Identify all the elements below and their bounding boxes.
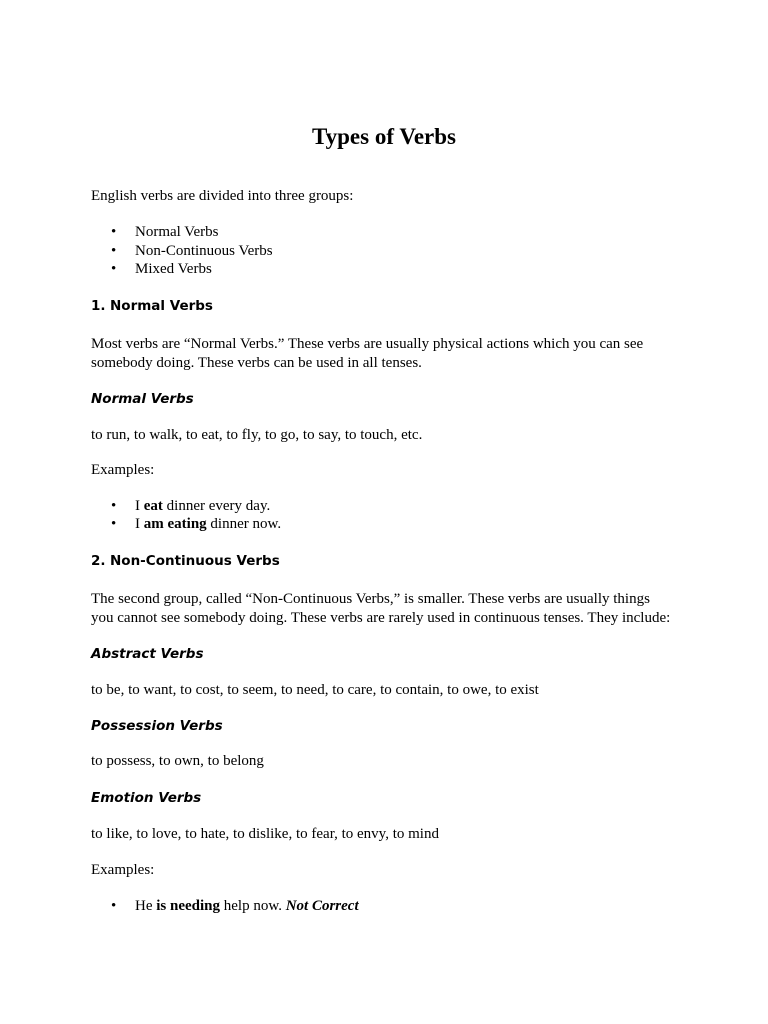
paragraph-line: you cannot see somebody doing. These verbs are rarely used in continuous tenses. They include: bbox=[91, 610, 671, 626]
bullet-icon: • bbox=[111, 898, 117, 914]
bullet-icon: • bbox=[111, 261, 117, 277]
page-title: Types of Verbs bbox=[312, 124, 456, 149]
example-verb: is needing bbox=[156, 898, 221, 914]
example-item bbox=[111, 497, 270, 516]
list-item bbox=[111, 260, 212, 279]
example-suffix: dinner now. bbox=[206, 516, 282, 532]
bullet-icon: • bbox=[111, 224, 117, 240]
bullet-icon: • bbox=[111, 516, 117, 532]
verb-list: to run, to walk, to eat, to fly, to go, to say, to touch, etc. bbox=[91, 427, 423, 443]
verb-list: to possess, to own, to belong bbox=[91, 753, 264, 769]
paragraph-line: somebody doing. These verbs can be used in all tenses. bbox=[91, 355, 422, 371]
section-heading-non-continuous-verbs bbox=[91, 552, 280, 571]
bullet-icon: • bbox=[111, 243, 117, 259]
example-verb: am eating bbox=[143, 516, 207, 532]
example-suffix: help now. bbox=[220, 898, 286, 914]
intro-paragraph: English verbs are divided into three groups: bbox=[91, 188, 354, 204]
bullet-icon: • bbox=[111, 498, 117, 514]
examples-label: Examples: bbox=[91, 862, 155, 878]
group-label: Mixed Verbs bbox=[135, 261, 212, 277]
example-prefix: He bbox=[135, 898, 157, 914]
example-prefix: I bbox=[135, 516, 144, 532]
group-label: Non-Continuous Verbs bbox=[135, 243, 273, 259]
verb-list: to like, to love, to hate, to dislike, to fear, to envy, to mind bbox=[91, 826, 439, 842]
verb-list: to be, to want, to cost, to seem, to need, to care, to contain, to owe, to exist bbox=[91, 682, 539, 698]
example-item bbox=[111, 515, 281, 534]
section-title: Non-Continuous Verbs bbox=[110, 553, 280, 569]
subheading-normal-verbs: Normal Verbs bbox=[91, 391, 194, 407]
paragraph-line: Most verbs are “Normal Verbs.” These verbs are usually physical actions which you can see bbox=[91, 336, 644, 352]
example-suffix: dinner every day. bbox=[162, 498, 271, 514]
example-prefix: I bbox=[135, 498, 144, 514]
section-number: 2. bbox=[91, 553, 106, 569]
group-label: Normal Verbs bbox=[135, 224, 219, 240]
subheading-abstract-verbs: Abstract Verbs bbox=[91, 646, 204, 662]
section-title: Normal Verbs bbox=[110, 298, 213, 314]
list-item bbox=[111, 223, 218, 242]
list-item bbox=[111, 242, 273, 261]
subheading-emotion-verbs: Emotion Verbs bbox=[91, 790, 202, 806]
correctness-note: Not Correct bbox=[285, 898, 359, 914]
example-item bbox=[111, 897, 359, 916]
examples-label: Examples: bbox=[91, 462, 155, 478]
subheading-possession-verbs: Possession Verbs bbox=[91, 718, 223, 734]
paragraph-line: The second group, called “Non-Continuous Verbs,” is smaller. These verbs are usually things bbox=[91, 591, 650, 607]
example-verb: eat bbox=[143, 498, 163, 514]
section-number: 1. bbox=[91, 298, 106, 314]
section-heading-normal-verbs bbox=[91, 297, 213, 316]
